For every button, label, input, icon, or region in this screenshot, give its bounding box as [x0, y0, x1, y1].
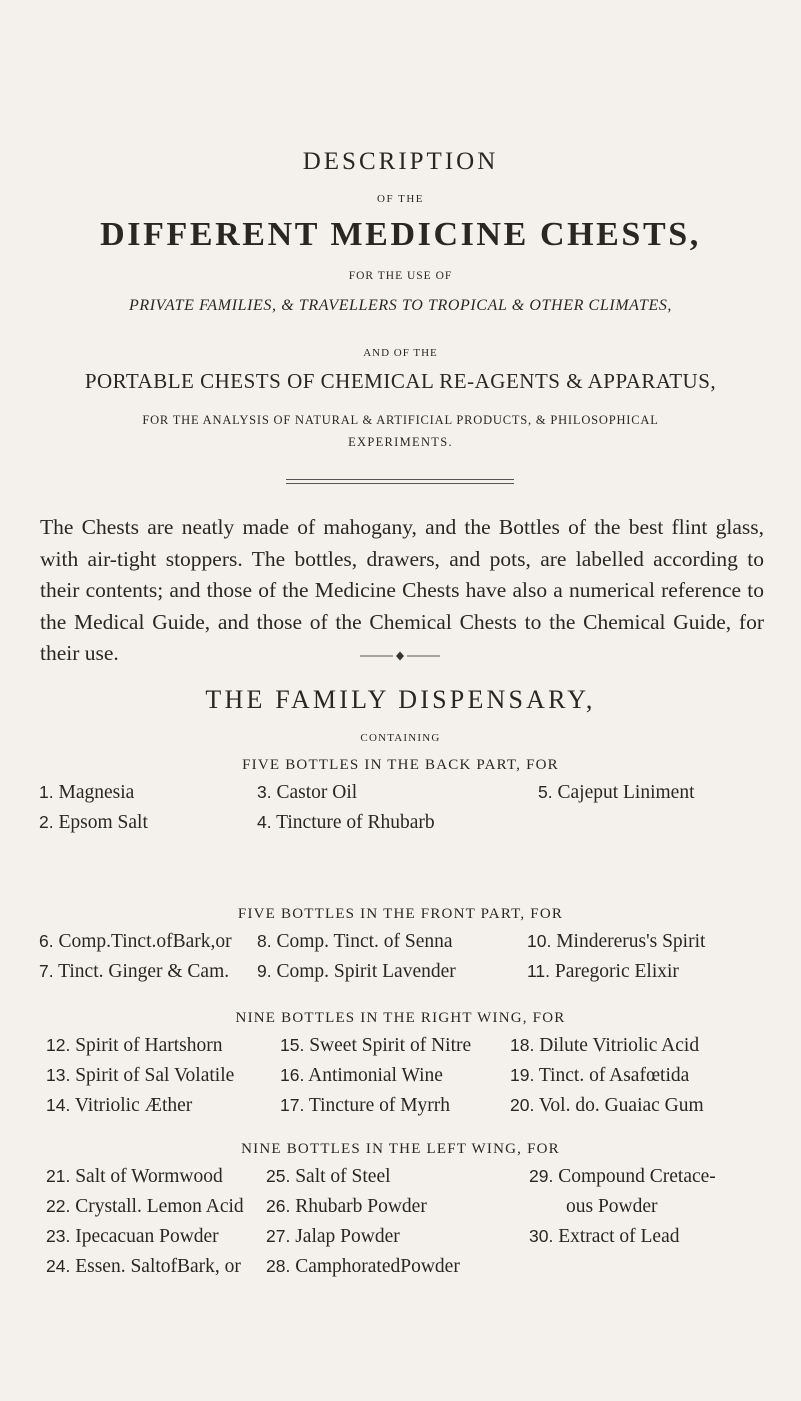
list-item: 14. Vitriolic Æther [46, 1095, 193, 1116]
list-item: 5. Cajeput Liniment [538, 782, 695, 803]
list-item: 4. Tincture of Rhubarb [257, 812, 435, 833]
intro-paragraph: The Chests are neatly made of mahogany, and the Bottles of the best flint glass, with air-tight stoppers. The bottles, drawers, and pots, are labelled according to their contents; and those of the Medicine Chests have also a numerical reference to the Medical Guide, and those of the Chemical Chests to the Chemical Guide, for their use. [40, 515, 764, 665]
list-item: 21. Salt of Wormwood [46, 1166, 223, 1187]
list-item: ous Powder [566, 1196, 658, 1217]
section-heading-left-wing: NINE BOTTLES IN THE LEFT WING, FOR [241, 1141, 560, 1157]
section-heading-back-part: FIVE BOTTLES IN THE BACK PART, FOR [242, 757, 559, 773]
list-item: 15. Sweet Spirit of Nitre [280, 1035, 472, 1056]
list-item: 7. Tinct. Ginger & Cam. [39, 961, 230, 982]
list-item: 24. Essen. SaltofBark, or [46, 1256, 241, 1277]
list-item: 9. Comp. Spirit Lavender [257, 961, 456, 982]
list-item: 2. Epsom Salt [39, 812, 148, 833]
list-item: 27. Jalap Powder [266, 1226, 400, 1247]
divider-rule [286, 483, 514, 484]
list-item: 16. Antimonial Wine [280, 1065, 443, 1086]
list-item: 10. Mindererus's Spirit [527, 931, 706, 952]
title-for-the-use-of: FOR THE USE OF [348, 270, 453, 282]
divider-rule [286, 479, 514, 480]
list-item: 12. Spirit of Hartshorn [46, 1035, 223, 1056]
list-item: 22. Crystall. Lemon Acid [46, 1196, 244, 1217]
list-item: 20. Vol. do. Guaiac Gum [510, 1095, 704, 1116]
list-item: 25. Salt of Steel [266, 1166, 391, 1187]
dispensary-title: THE FAMILY DISPENSARY, [205, 685, 596, 714]
list-item: 1. Magnesia [39, 782, 135, 803]
title-of-the: OF THE [377, 193, 424, 205]
list-item: 17. Tincture of Myrrh [280, 1095, 451, 1116]
list-item: 19. Tinct. of Asafœtida [510, 1065, 690, 1086]
list-item: 26. Rhubarb Powder [266, 1196, 427, 1217]
list-item: 8. Comp. Tinct. of Senna [257, 931, 453, 952]
list-item: 11. Paregoric Elixir [527, 961, 679, 982]
list-item: 6. Comp.Tinct.ofBark,or [39, 931, 232, 952]
list-item: 23. Ipecacuan Powder [46, 1226, 219, 1247]
list-item: 13. Spirit of Sal Volatile [46, 1065, 235, 1086]
title-main: DIFFERENT MEDICINE CHESTS, [100, 216, 701, 253]
title-and-of-the: AND OF THE [363, 347, 438, 359]
title-experiments: EXPERIMENTS. [348, 435, 453, 449]
title-analysis: FOR THE ANALYSIS OF NATURAL & ARTIFICIAL PRODUCTS, & PHILOSOPHICAL [142, 413, 659, 427]
list-item: 18. Dilute Vitriolic Acid [510, 1035, 700, 1056]
ornament-divider-icon [360, 650, 440, 662]
title-families: PRIVATE FAMILIES, & TRAVELLERS TO TROPICAL & OTHER CLIMATES, [128, 297, 673, 314]
section-heading-right-wing: NINE BOTTLES IN THE RIGHT WING, FOR [235, 1010, 566, 1026]
list-item: 28. CamphoratedPowder [266, 1256, 460, 1277]
section-heading-front-part: FIVE BOTTLES IN THE FRONT PART, FOR [237, 906, 564, 922]
title-portable: PORTABLE CHESTS OF CHEMICAL RE-AGENTS & APPARATUS, [84, 369, 717, 393]
list-item: 30. Extract of Lead [529, 1226, 680, 1247]
dispensary-containing: CONTAINING [360, 732, 441, 744]
list-item: 29. Compound Cretace- [529, 1166, 716, 1187]
title-description: DESCRIPTION [302, 148, 499, 175]
list-item: 3. Castor Oil [257, 782, 358, 803]
